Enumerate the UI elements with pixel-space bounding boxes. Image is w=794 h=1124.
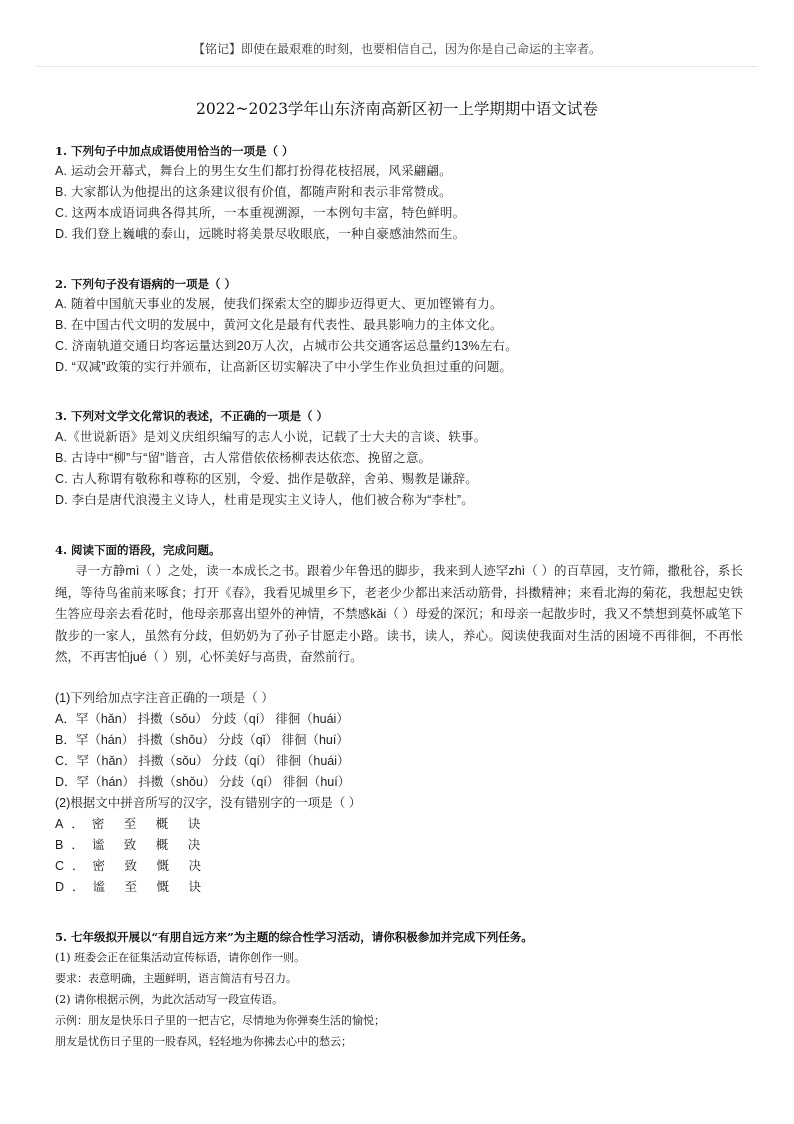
question-2-option-b: B. 在中国古代文明的发展中，黄河文化是最有代表性、最具影响力的主体文化。 [55, 318, 503, 332]
question-1-option-b: B. 大家都认为他提出的这条建议很有价值，都随声附和表示非常赞成。 [55, 185, 452, 199]
header-motto: 【铭记】即使在最艰难的时刻，也要相信自己，因为你是自己命运的主宰者。 [192, 42, 601, 56]
question-3-option-a: A.《世说新语》是刘义庆组织编写的志人小说，记载了士大夫的言谈、轶事。 [55, 430, 487, 444]
document-title: 2022~2023学年山东济南高新区初一上学期期中语文试卷 [196, 100, 598, 118]
question-4-sub1-option-c: C．罕（hǎn） 抖擞（sǒu） 分歧（qí） 徘徊（huái） [55, 754, 350, 768]
question-4-sub1-stem: (1)下列给加点字注音正确的一项是（ ） [55, 691, 274, 705]
question-5-task-2: (2) 请你根据示例，为此次活动写一段宣传语。 [55, 993, 284, 1006]
question-4-sub1-option-d: D．罕（hán） 抖擞（shǒu） 分歧（qí） 徘徊（huí） [55, 775, 351, 789]
question-4-stem: 4. 阅读下面的语段，完成问题。 [55, 543, 221, 557]
question-3-stem: 3. 下列对文学文化常识的表述，不正确的一项是（ ） [55, 409, 329, 423]
question-4-sub1-option-a: A．罕（hǎn） 抖擞（sǒu） 分歧（qí） 徘徊（huái） [55, 712, 349, 726]
question-5-example-line-2: 朋友是忧伤日子里的一股春风，轻轻地为你拂去心中的愁云； [55, 1035, 352, 1048]
question-4-sub2-option-a: A．密 至 概 诀 [55, 817, 209, 831]
question-4-sub1-option-b: B．罕（hán） 抖擞（shǒu） 分歧（qǐ） 徘徊（huí） [55, 733, 349, 747]
question-1-stem: 1. 下列句子中加点成语使用恰当的一项是（ ） [55, 144, 294, 158]
question-2-option-c: C. 济南轨道交通日均客运量达到20万人次，占城市公共交通客运总量约13%左右。 [55, 339, 518, 353]
question-5-example-line-1: 示例：朋友是快乐日子里的一把吉它，尽情地为你弹奏生活的愉悦； [55, 1014, 385, 1027]
question-2-option-a: A. 随着中国航天事业的发展，使我们探索太空的脚步迈得更大、更加铿锵有力。 [55, 297, 503, 311]
question-4-sub2-stem: (2)根据文中拼音所写的汉字，没有错别字的一项是（ ） [55, 796, 362, 810]
question-5-task-1: (1) 班委会正在征集活动宣传标语，请你创作一则。 [55, 951, 306, 964]
question-3-option-c: C. 古人称谓有敬称和尊称的区别，令爱、拙作是敬辞，舍弟、赐教是谦辞。 [55, 472, 478, 486]
question-4-sub2-option-d: D．谧 至 慨 诀 [55, 880, 209, 894]
question-3-option-d: D. 李白是唐代浪漫主义诗人，杜甫是现实主义诗人，他们被合称为“李杜”。 [55, 493, 474, 507]
question-1-option-d: D. 我们登上巍峨的泰山，远眺时将美景尽收眼底，一种自豪感油然而生。 [55, 227, 466, 241]
question-2-stem: 2. 下列句子没有语病的一项是（ ） [55, 277, 237, 291]
question-4-passage: 寻一方静mì（ ）之处，读一本成长之书。跟着少年鲁迅的脚步，我来到人迹罕zhì（ ）的百草园，支竹筛，撒秕谷，系长绳，等待鸟雀前来啄食；打开《春》，我看见城里乡下，老老少少都出来活动筋骨，抖擞精神；来看北海的菊花，我想起史铁生答应母亲去看花时，他母亲那喜出望外的神情，不禁感kǎi（ ）母爱的深沉；和母亲一起散步时，我又不禁想到莫怀戚笔下散步的一家人，虽然有分歧，但奶奶为了孙子甘愿走小路。读书，读人，养心。阅读使我面对生活的困境不再徘徊，不再怅然，不再害怕jué（ ）别，心怀美好与高贵，奋然前行。 [55, 564, 743, 664]
question-1-option-a: A. 运动会开幕式，舞台上的男生女生们都打扮得花枝招展，风采翩翩。 [55, 164, 452, 178]
question-1-option-c: C. 这两本成语词典各得其所，一本重视溯源，一本例句丰富，特色鲜明。 [55, 206, 466, 220]
question-2-option-d: D. “双减”政策的实行并颁布，让高新区切实解决了中小学生作业负担过重的问题。 [55, 360, 513, 374]
question-4-sub2-option-c: C．密 致 慨 决 [55, 859, 209, 873]
question-4-sub2-option-b: B．谧 致 概 决 [55, 838, 209, 852]
question-5-stem: 5. 七年级拟开展以“有朋自远方来”为主题的综合性学习活动，请你积极参加并完成下列任务。 [55, 930, 533, 944]
question-5-requirement: 要求：表意明确，主题鲜明，语言简洁有号召力。 [55, 972, 297, 985]
question-3-option-b: B. 古诗中“柳”与“留”谐音，古人常借依依杨柳表达依恋、挽留之意。 [55, 451, 432, 465]
header-divider [36, 66, 758, 67]
